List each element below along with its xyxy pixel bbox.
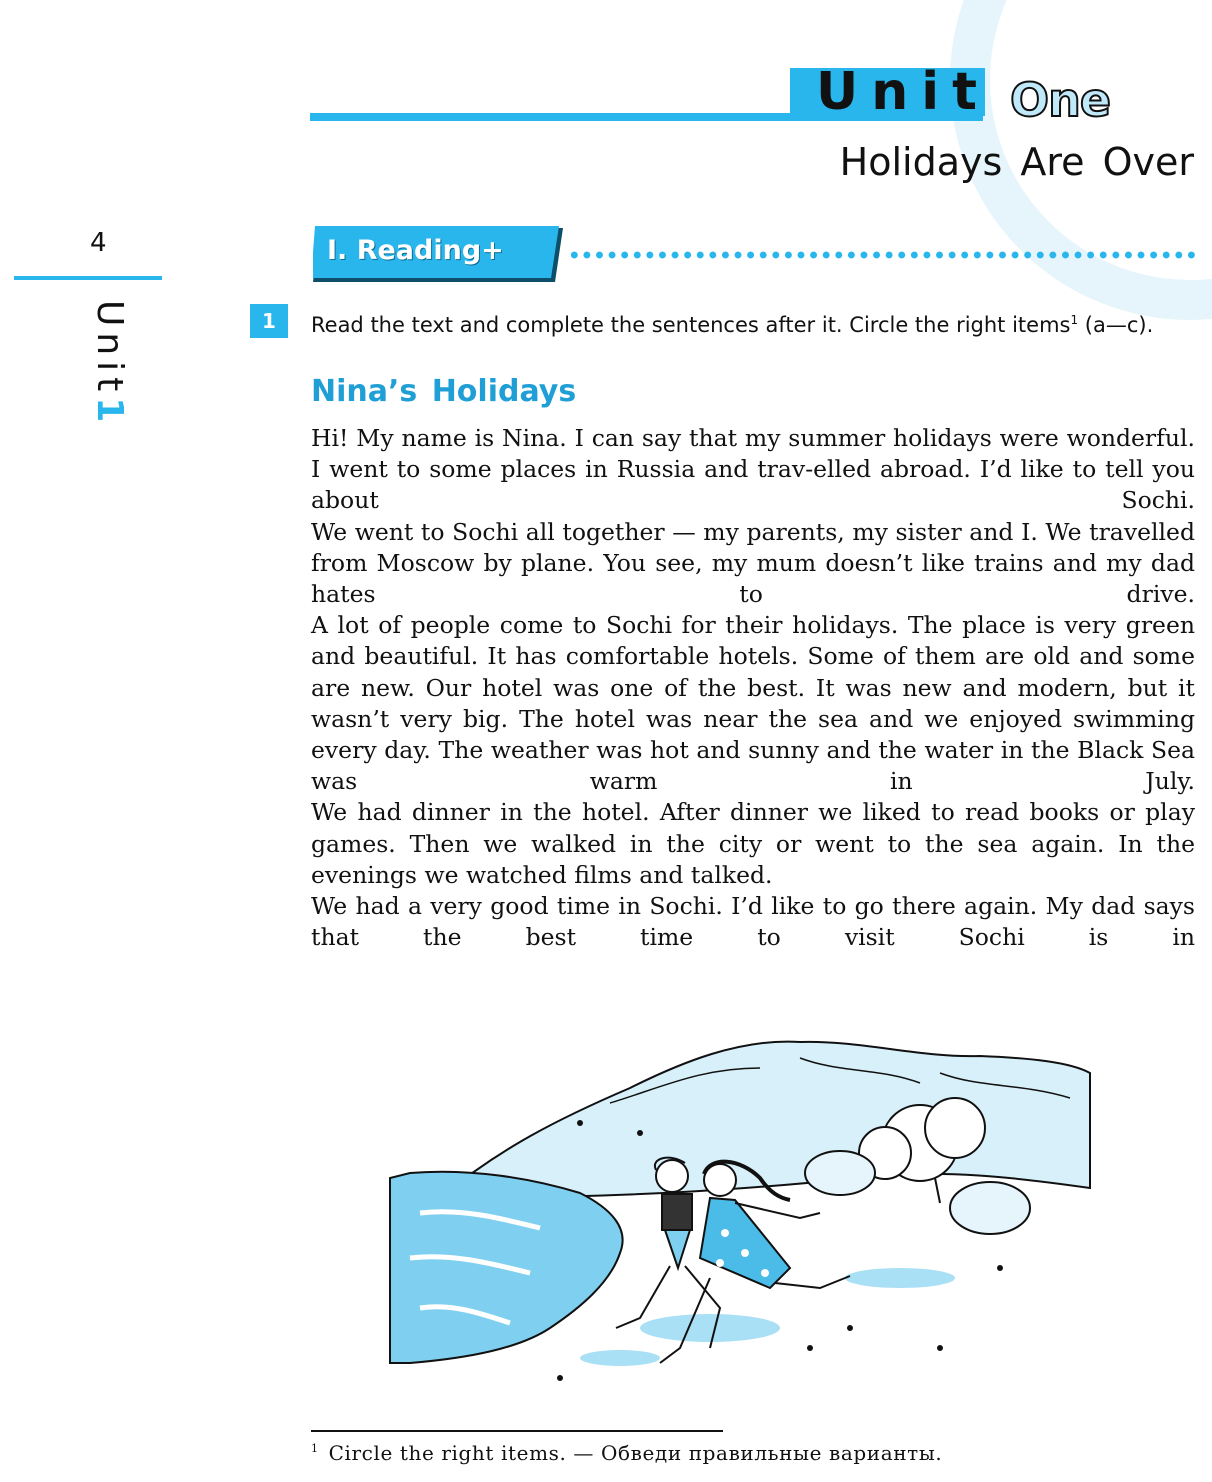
- paragraph: Hi! My name is Nina. I can say that my summer holidays were wonderful. I went to some places in Russia and trav-elled abroad. I’d like to tell you about Sochi.: [311, 424, 1195, 515]
- side-unit-number: 1: [89, 397, 130, 429]
- footnote-rule: [311, 1430, 723, 1432]
- margin-rule: [14, 276, 162, 280]
- unit-title: Holidays Are Over: [839, 140, 1194, 184]
- paragraph: A lot of people come to Sochi for their holidays. The place is very green and beautiful. It has comfortable hotels. Some of them are old and some are new. Our hotel was one of the best. It was new and modern, but it wasn’t very big. The hotel was near the sea and we enjoyed swimming every day. The weather was hot and sunny and the water in the Black Sea was warm in July.: [311, 611, 1195, 796]
- section-tab: [313, 226, 563, 282]
- instruction-text: Read the text and complete the sentences after it. Circle the right items: [311, 313, 1071, 337]
- page-number: 4: [90, 228, 107, 258]
- footnote-marker: 1: [311, 1442, 319, 1456]
- paragraph: We had dinner in the hotel. After dinner we liked to read books or play games. Then we walked in the city or went to the sea again. In the evenings we watched films and talked.: [311, 798, 1195, 889]
- instruction-footnote-marker: 1: [1070, 313, 1079, 327]
- reading-title: Nina’s Holidays: [311, 374, 577, 409]
- side-unit-label: [84, 300, 144, 440]
- side-unit-word: Unit: [89, 300, 130, 398]
- instruction-tail: (a—c).: [1078, 313, 1154, 337]
- paragraph: We had a very good time in Sochi. I’d like to go there again. My dad says that the best time to visit Sochi is in: [311, 892, 1195, 952]
- unit-word: Unit: [816, 62, 990, 122]
- footnote: [311, 1441, 942, 1465]
- section-dotted-rule: [568, 250, 1198, 260]
- exercise-number-badge: 1: [250, 304, 288, 338]
- unit-number-word: One: [1010, 73, 1111, 127]
- exercise-instruction: [311, 306, 1195, 339]
- footnote-text: Circle the right items. — Обведи правильные варианты.: [328, 1441, 943, 1465]
- reading-text: [311, 423, 1195, 953]
- paragraph: We went to Sochi all together — my parents, my sister and I. We travelled from Moscow by plane. You see, my mum doesn’t like trains and my dad hates to drive.: [311, 517, 1195, 609]
- section-label: I. Reading+: [327, 235, 504, 266]
- beach-illustration: [380, 1028, 1100, 1393]
